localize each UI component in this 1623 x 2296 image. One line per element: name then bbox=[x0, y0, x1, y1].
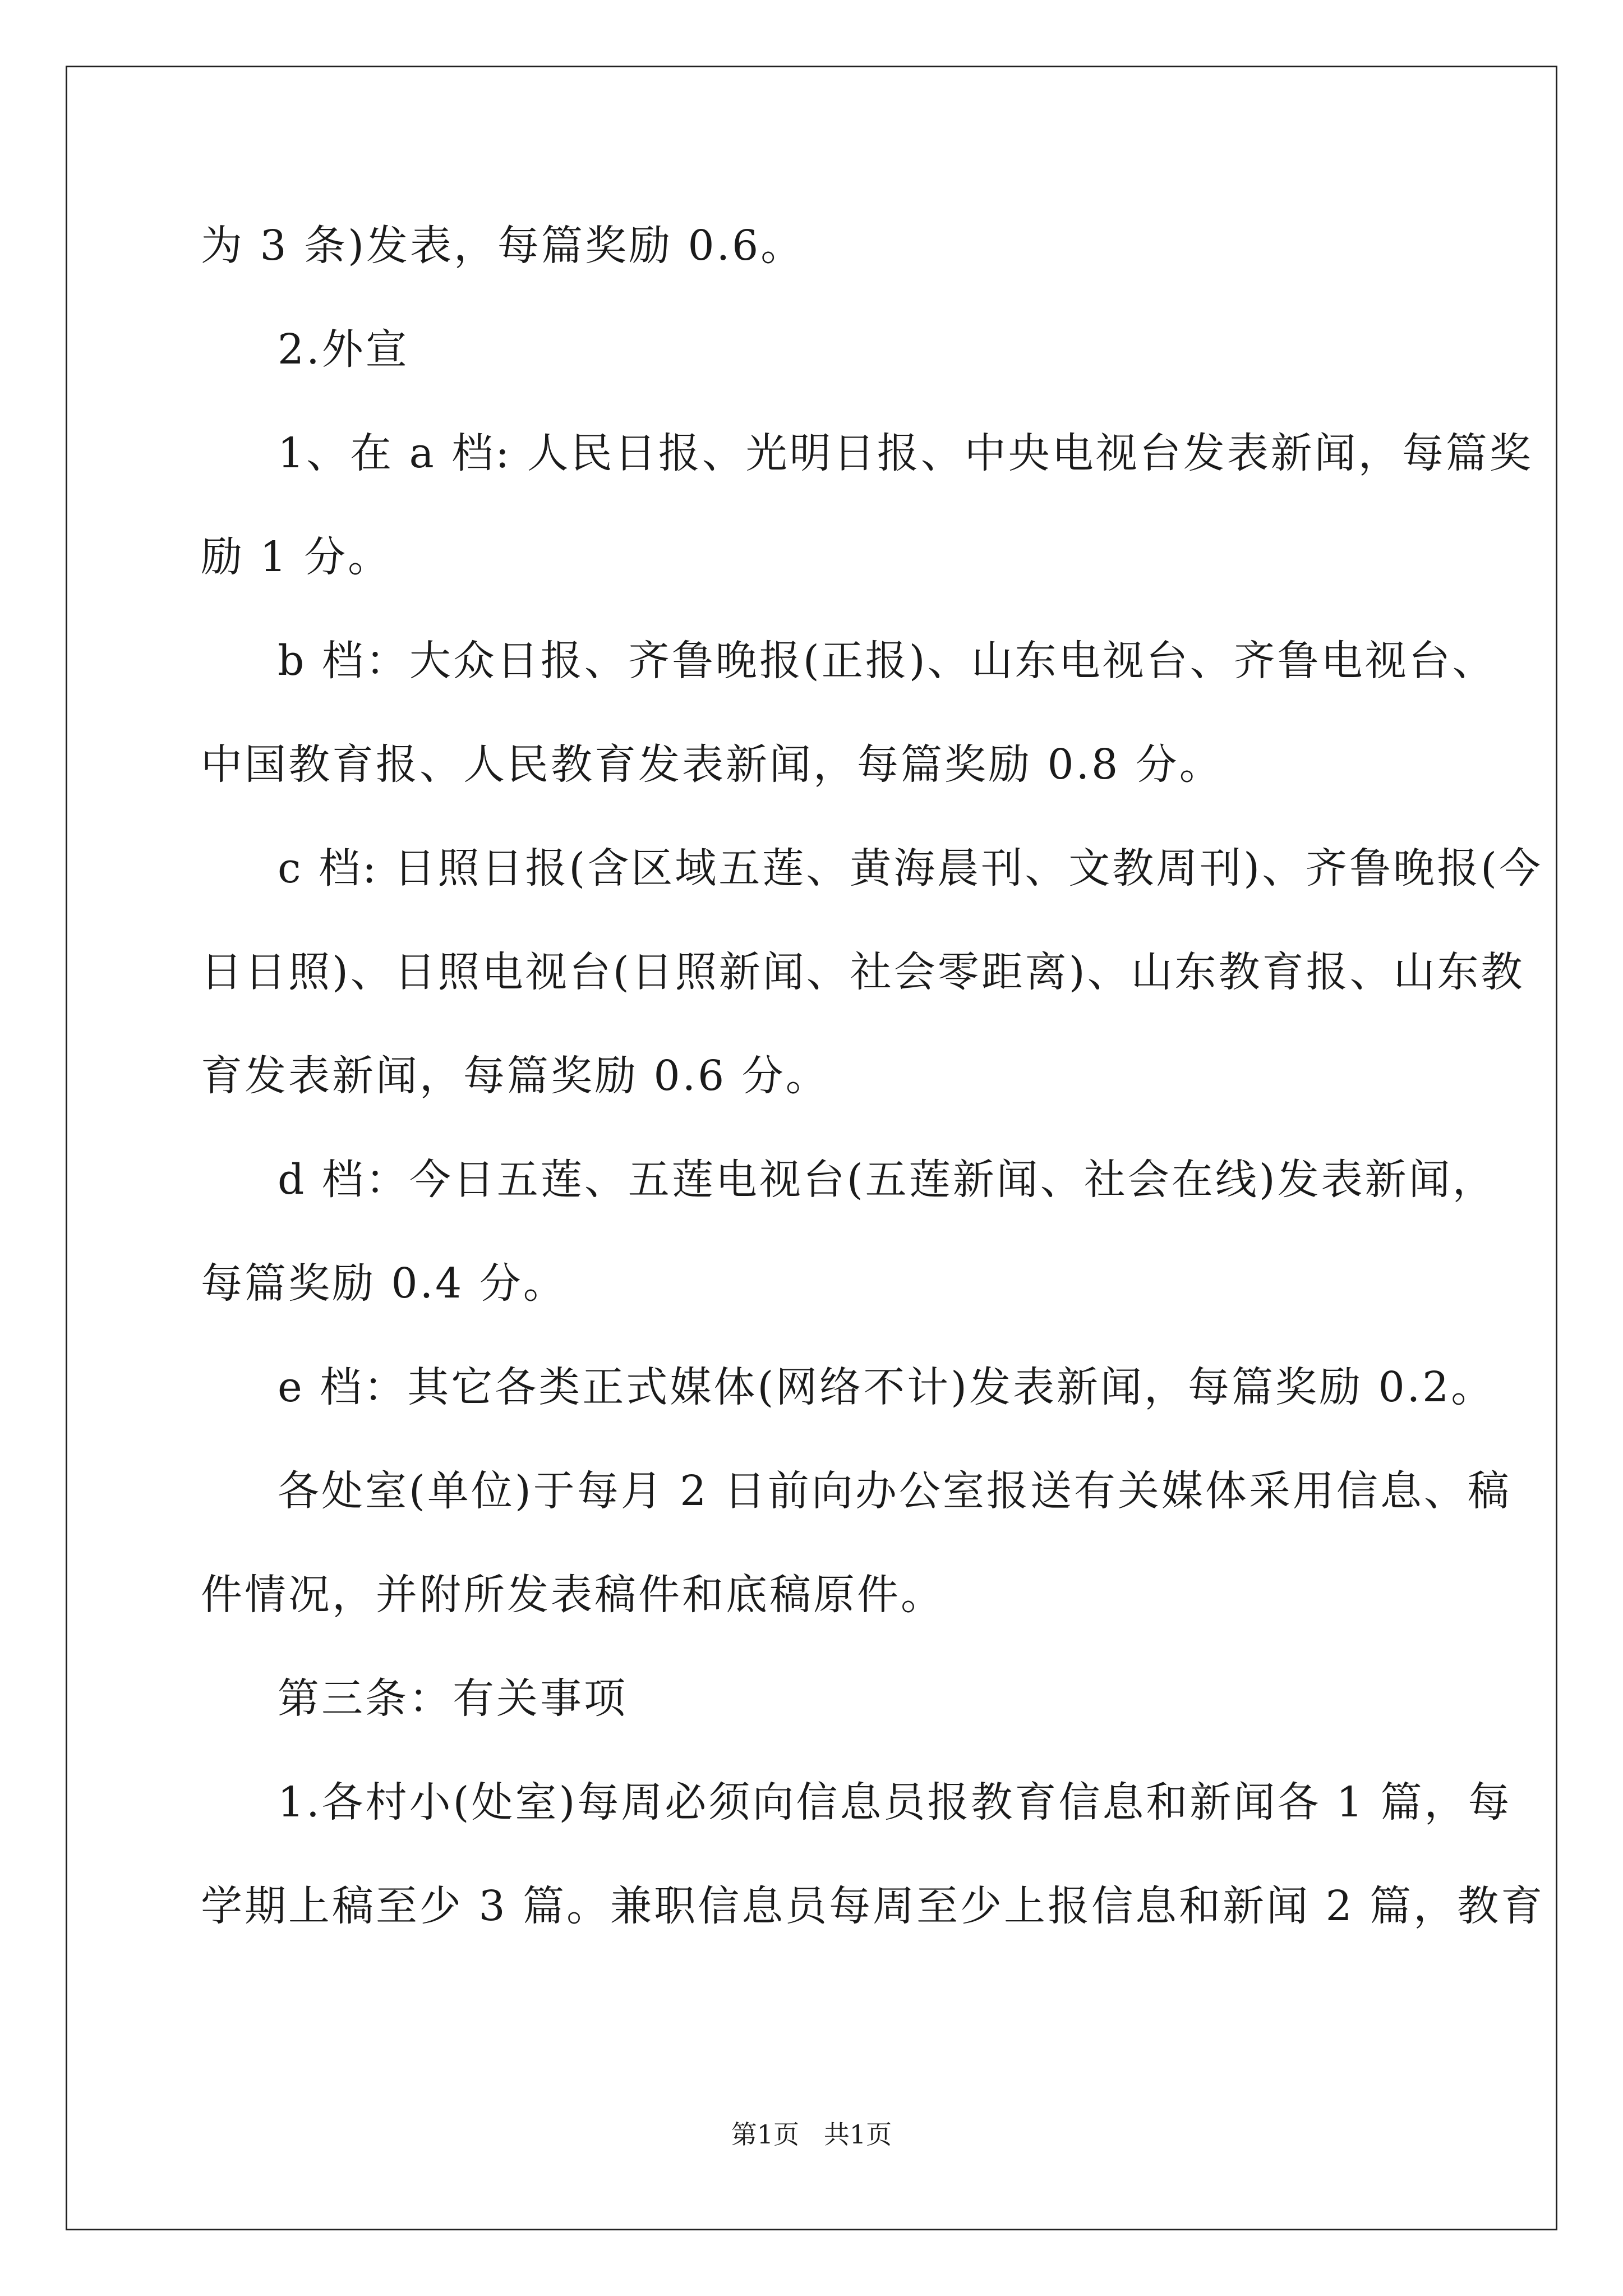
text-line: e 档：其它各类正式媒体(网络不计)发表新闻，每篇奖励 0.2。 bbox=[278, 1363, 1495, 1411]
text-line: 为 3 条)发表，每篇奖励 0.6。 bbox=[201, 222, 805, 270]
text-line: b 档：大众日报、齐鲁晚报(正报)、山东电视台、齐鲁电视台、 bbox=[278, 637, 1496, 685]
text-line: 各处室(单位)于每月 2 日前向办公室报送有关媒体采用信息、稿 bbox=[278, 1467, 1511, 1515]
text-line: 件情况，并附所发表稿件和底稿原件。 bbox=[201, 1571, 944, 1619]
text-line: 1.各村小(处室)每周必须向信息员报教育信息和新闻各 1 篇，每 bbox=[278, 1778, 1512, 1826]
page-number-footer: 第1页 共1页 bbox=[731, 2119, 892, 2150]
text-line: 日日照)、日照电视台(日照新闻、社会零距离)、山东教育报、山东教 bbox=[201, 948, 1525, 996]
text-line: 中国教育报、人民教育发表新闻，每篇奖励 0.8 分。 bbox=[201, 740, 1223, 789]
text-line: 励 1 分。 bbox=[201, 533, 392, 581]
text-line: 育发表新闻，每篇奖励 0.6 分。 bbox=[201, 1052, 829, 1100]
text-line: d 档：今日五莲、五莲电视台(五莲新闻、社会在线)发表新闻， bbox=[278, 1156, 1496, 1204]
text-line: 1、在 a 档: 人民日报、光明日报、中央电视台发表新闻，每篇奖 bbox=[278, 429, 1533, 477]
section-heading: 2.外宣 bbox=[278, 325, 409, 374]
text-line: c 档: 日照日报(含区域五莲、黄海晨刊、文教周刊)、齐鲁晚报(今 bbox=[278, 844, 1543, 892]
text-line: 每篇奖励 0.4 分。 bbox=[201, 1259, 567, 1308]
section-heading: 第三条：有关事项 bbox=[278, 1674, 628, 1723]
text-line: 学期上稿至少 3 篇。兼职信息员每周至少上报信息和新闻 2 篇，教育 bbox=[201, 1882, 1545, 1930]
